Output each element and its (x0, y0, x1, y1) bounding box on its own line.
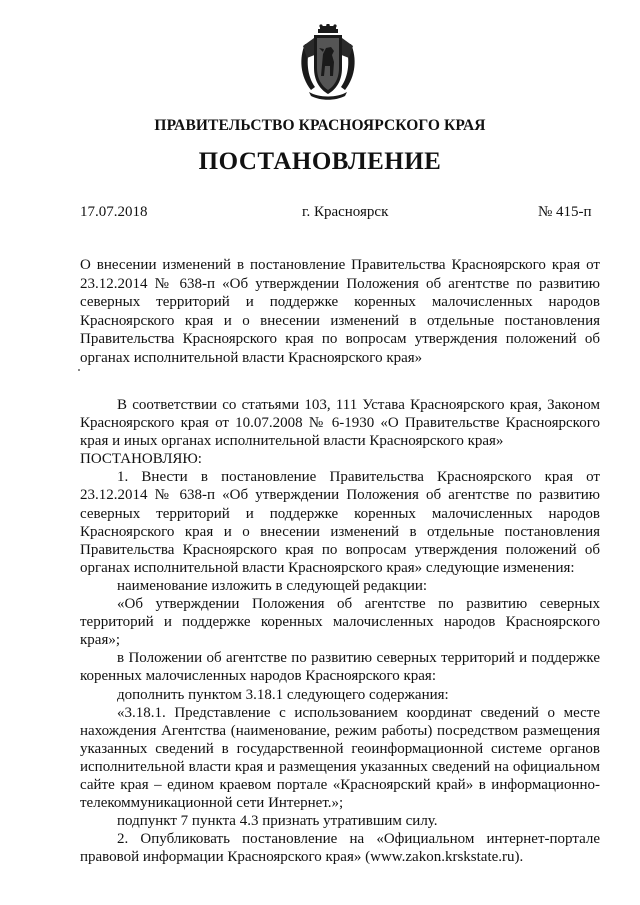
decree-word: ПОСТАНОВЛЯЮ: (80, 451, 202, 468)
subclause-invalid-paragraph: подпункт 7 пункта 4.3 признать утратившим силу. (117, 813, 438, 830)
document-subject: О внесении изменений в постановление Правительства Красноярского края от 23.12.2014 № 638-п «Об утверждении Положения об агентстве по развитию северных территорий и поддержке коренных малочисленных народов Красноярского края и о внесении изменений в отдельные постановления Правительства Красноярского края по вопросам утверждения положений об органах исполнительной власти Красноярского края» (80, 257, 600, 366)
document-body (80, 396, 600, 866)
document-date: 17.07.2018 (80, 204, 148, 220)
document-type-title: ПОСТАНОВЛЕНИЕ (198, 148, 442, 175)
new-name-paragraph: «Об утверждении Положения об агентстве по развитию северных территорий и поддержке коренных малочисленных народов Красноярского края»; (80, 596, 600, 649)
name-change-paragraph: наименование изложить в следующей редакции: (117, 577, 428, 594)
krasnoyarsk-coat-of-arms-icon (297, 24, 359, 100)
item-1-paragraph: 1. Внести в постановление Правительства Красноярского края от 23.12.2014 № 638-п «Об утверждении Положения об агентстве по развитию северных территорий и поддержке коренных малочисленных народов Красноярского края и о внесении изменений в отдельные постановления Правительства Красноярского края по вопросам утверждения положений об органах исполнительной власти Красноярского края» следующие изменения: (80, 469, 600, 576)
clause-3-18-1-paragraph: «3.18.1. Представление с использованием координат сведений о месте нахождения Агентства (наименование, режим работы) посредством размещения указанных сведений в государственной геоинформационной системе органов исполнительной власти края и размещения указанных сведений на официальном сайте края – едином краевом портале «Красноярский край» в информационно-телекоммуникационной сети Интернет.»; (80, 704, 600, 812)
supplement-paragraph: дополнить пунктом 3.18.1 следующего содержания: (117, 686, 449, 703)
document-number: № 415-п (538, 204, 592, 220)
document-place: г. Красноярск (302, 204, 389, 220)
scan-dot (78, 369, 80, 371)
preamble-paragraph: В соответствии со статьями 103, 111 Устава Красноярского края, Законом Красноярского края от 10.07.2008 № 6-1930 «О Правительстве Красноярского края и иных органах исполнительной власти Красноярского края» (80, 397, 600, 450)
item-2-paragraph: 2. Опубликовать постановление на «Официальном интернет-портале правовой информации Красноярского края» (www.zakon.krskstate.ru). (80, 831, 600, 866)
in-regulation-paragraph: в Положении об агентстве по развитию северных территорий и поддержке коренных малочисленных народов Красноярского края: (80, 650, 600, 685)
organization-title: ПРАВИТЕЛЬСТВО КРАСНОЯРСКОГО КРАЯ (154, 117, 486, 134)
